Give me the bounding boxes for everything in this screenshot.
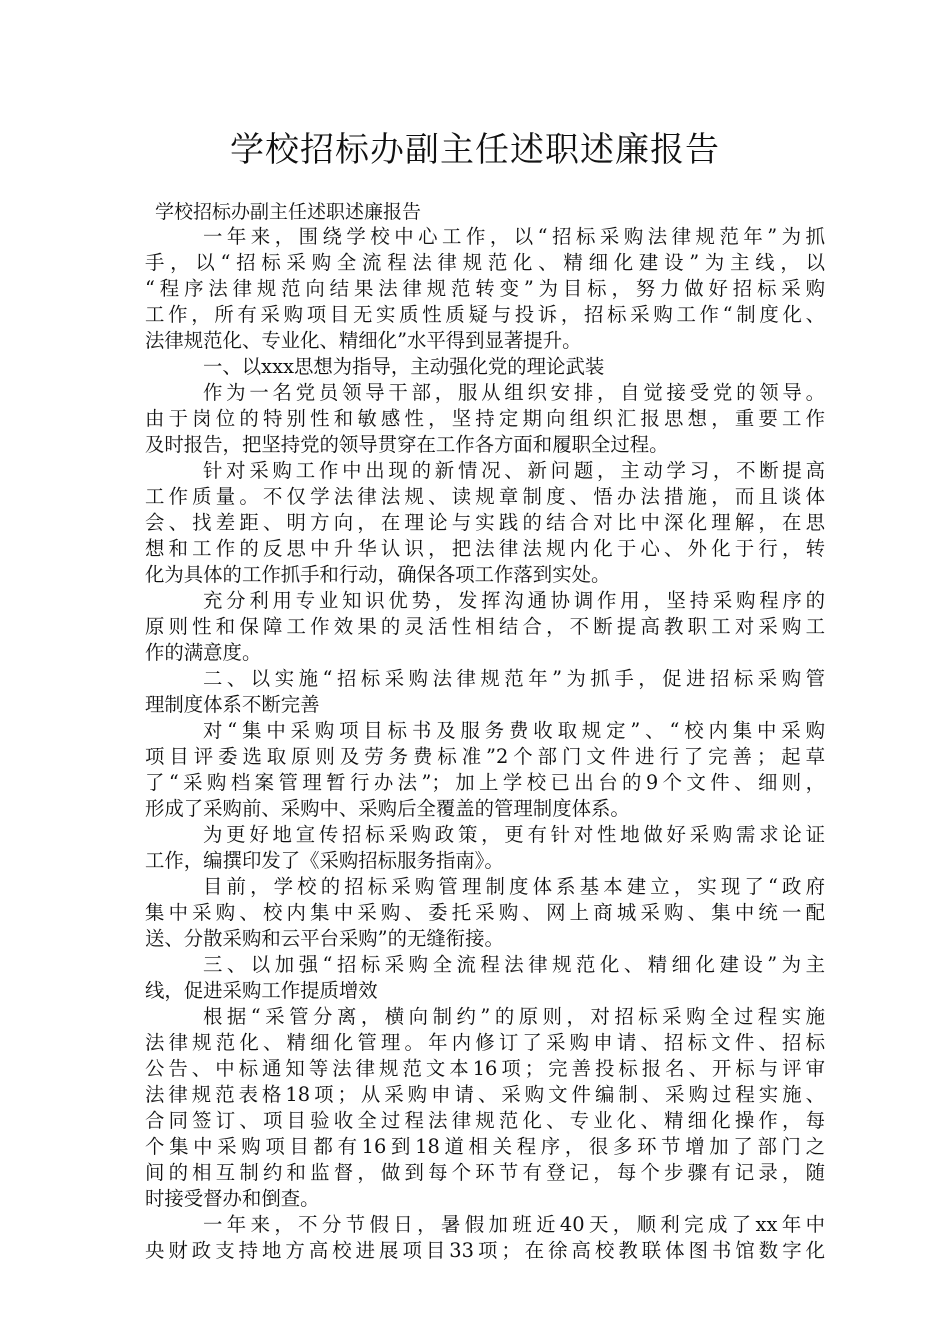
text-line: 一年来，围绕学校中心工作，以“招标采购法律规范年”为抓	[203, 225, 825, 248]
text-line: 送、分散采购和云平台采购”的无缝衔接。	[145, 927, 504, 950]
document-subtitle: 学校招标办副主任述职述廉报告	[155, 201, 422, 223]
text-line: 了“采购档案管理暂行办法”；加上学校已出台的9个文件、细则，	[145, 771, 825, 794]
text-line: 工作，所有采购项目无实质性质疑与投诉，招标采购工作“制度化、	[145, 303, 825, 326]
section-heading: 理制度体系不断完善	[145, 693, 320, 716]
text-line: 间的相互制约和监督，做到每个环节有登记，每个步骤有记录，随	[145, 1161, 825, 1184]
text-line: 想和工作的反思中升华认识，把法律法规内化于心、外化于行，转	[145, 537, 825, 560]
text-line: 充分利用专业知识优势，发挥沟通协调作用，坚持采购程序的	[203, 589, 825, 612]
text-line: 及时报告，把坚持党的领导贯穿在工作各方面和履职全过程。	[145, 433, 669, 456]
section-heading: 三、以加强“招标采购全流程法律规范化、精细化建设”为主	[203, 953, 825, 976]
text-line: 合同签订、项目验收全过程法律规范化、专业化、精细化操作，每	[145, 1109, 825, 1132]
text-line: 手，以“招标采购全流程法律规范化、精细化建设”为主线，以	[145, 251, 825, 274]
text-line: 由于岗位的特别性和敏感性，坚持定期向组织汇报思想，重要工作	[145, 407, 825, 430]
text-line: 一年来，不分节假日，暑假加班近40天，顺利完成了xx年中	[203, 1213, 825, 1236]
text-line: 原则性和保障工作效果的灵活性相结合，不断提高教职工对采购工	[145, 615, 825, 638]
text-line: 形成了采购前、采购中、采购后全覆盖的管理制度体系。	[145, 797, 630, 820]
text-line: 法律规范化、专业化、精细化”水平得到显著提升。	[145, 329, 582, 352]
text-line: 化为具体的工作抓手和行动，确保各项工作落到实处。	[145, 563, 611, 586]
text-line: 针对采购工作中出现的新情况、新问题，主动学习，不断提高	[203, 459, 825, 482]
document-title: 学校招标办副主任述职述廉报告	[230, 130, 720, 170]
text-line: 法律规范表格18项；从采购申请、采购文件编制、采购过程实施、	[145, 1083, 825, 1106]
text-line: 根据“采管分离，横向制约”的原则，对招标采购全过程实施	[203, 1005, 825, 1028]
section-heading: 一、以xxx思想为指导，主动强化党的理论武装	[203, 355, 605, 378]
document-body	[145, 224, 825, 1264]
text-line: 目前，学校的招标采购管理制度体系基本建立，实现了“政府	[203, 875, 825, 898]
text-line: 个集中采购项目都有16到18道相关程序，很多环节增加了部门之	[145, 1135, 825, 1158]
text-line: 对“集中采购项目标书及服务费收取规定”、“校内集中采购	[203, 719, 825, 742]
text-line: 法律规范化、精细化管理。年内修订了采购申请、招标文件、招标	[145, 1031, 825, 1054]
text-line: “程序法律规范向结果法律规范转变”为目标，努力做好招标采购	[145, 277, 825, 300]
text-line: 工作质量。不仅学法律法规、读规章制度、悟办法措施，而且谈体	[145, 485, 825, 508]
text-line: 作为一名党员领导干部，服从组织安排，自觉接受党的领导。	[203, 381, 825, 404]
text-line: 集中采购、校内集中采购、委托采购、网上商城采购、集中统一配	[145, 901, 825, 924]
text-line: 工作，编撰印发了《采购招标服务指南》。	[145, 849, 504, 872]
text-line: 为更好地宣传招标采购政策，更有针对性地做好采购需求论证	[203, 823, 825, 846]
text-line: 作的满意度。	[145, 641, 262, 664]
section-heading: 线，促进采购工作提质增效	[145, 979, 378, 1002]
text-line: 项目评委选取原则及劳务费标准”2个部门文件进行了完善；起草	[145, 745, 825, 768]
section-heading: 二、以实施“招标采购法律规范年”为抓手，促进招标采购管	[203, 667, 825, 690]
text-line: 会、找差距、明方向，在理论与实践的结合对比中深化理解，在思	[145, 511, 825, 534]
text-line: 时接受督办和倒查。	[145, 1187, 320, 1210]
text-line: 公告、中标通知等法律规范文本16项；完善投标报名、开标与评审	[145, 1057, 825, 1080]
text-line: 央财政支持地方高校进展项目33项；在徐高校教联体图书馆数字化	[145, 1239, 825, 1262]
